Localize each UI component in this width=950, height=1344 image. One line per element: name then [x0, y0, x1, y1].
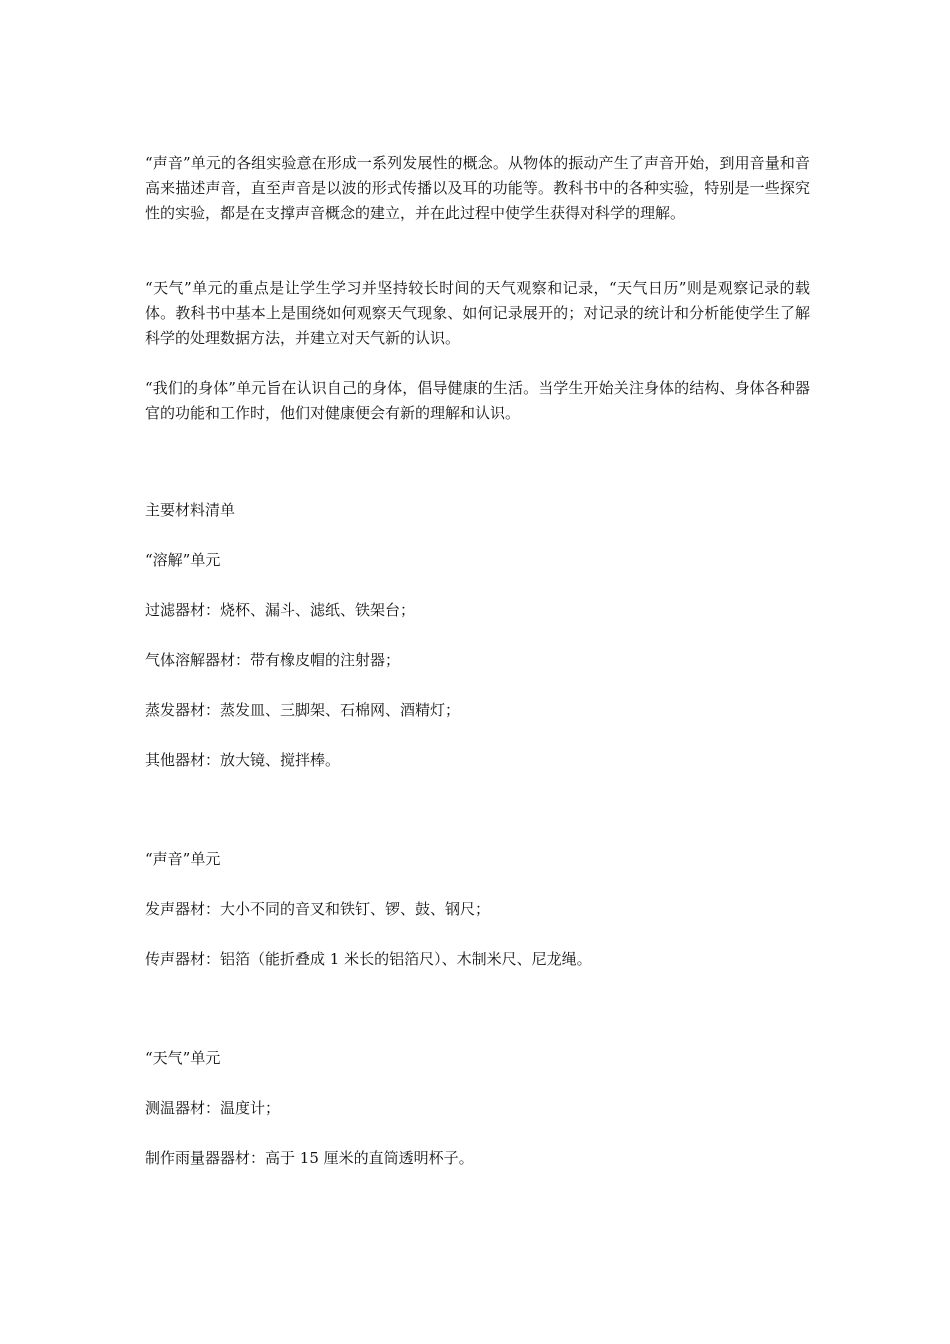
paragraph-weather-unit: “天气”单元的重点是让学生学习并坚持较长时间的天气观察和记录，“天气日历”则是观察记录的载体。教科书中基本上是围绕如何观察天气现象、如何记录展开的；对记录的统计和分析能使学生了解科学的处理数据方法，并建立对天气新的认识。 — [145, 279, 810, 347]
sound-item-produce: 发声器材：大小不同的音叉和铁钉、锣、鼓、钢尺； — [145, 900, 491, 918]
weather-unit-title: “天气”单元 — [145, 1049, 221, 1067]
dissolve-item-other: 其他器材：放大镜、搅拌棒。 — [145, 751, 341, 769]
sound-unit-title: “声音”单元 — [145, 850, 221, 868]
sound-item-transmit: 传声器材：铝箔（能折叠成 1 米长的铝箔尺）、木制米尺、尼龙绳。 — [145, 950, 592, 968]
paragraph-body-unit: “我们的身体”单元旨在认识自己的身体，倡导健康的生活。当学生开始关注身体的结构、身体各种器官的功能和工作时，他们对健康便会有新的理解和认识。 — [145, 379, 810, 422]
dissolve-item-evaporate: 蒸发器材：蒸发皿、三脚架、石棉网、酒精灯； — [145, 701, 461, 719]
weather-item-temperature: 测温器材：温度计； — [145, 1099, 281, 1117]
weather-item-rain-gauge: 制作雨量器器材：高于 15 厘米的直筒透明杯子。 — [145, 1149, 474, 1167]
dissolve-item-gas: 气体溶解器材：带有橡皮帽的注射器； — [145, 651, 401, 669]
dissolve-unit-title: “溶解”单元 — [145, 551, 221, 569]
paragraph-sound-unit: “声音”单元的各组实验意在形成一系列发展性的概念。从物体的振动产生了声音开始，到用音量和音高来描述声音，直至声音是以波的形式传播以及耳的功能等。教科书中的各种实验，特别是一些探究性的实验，都是在支撑声音概念的建立，并在此过程中使学生获得对科学的理解。 — [145, 154, 810, 222]
dissolve-item-filter: 过滤器材：烧杯、漏斗、滤纸、铁架台； — [145, 601, 416, 619]
materials-heading: 主要材料清单 — [145, 501, 236, 519]
